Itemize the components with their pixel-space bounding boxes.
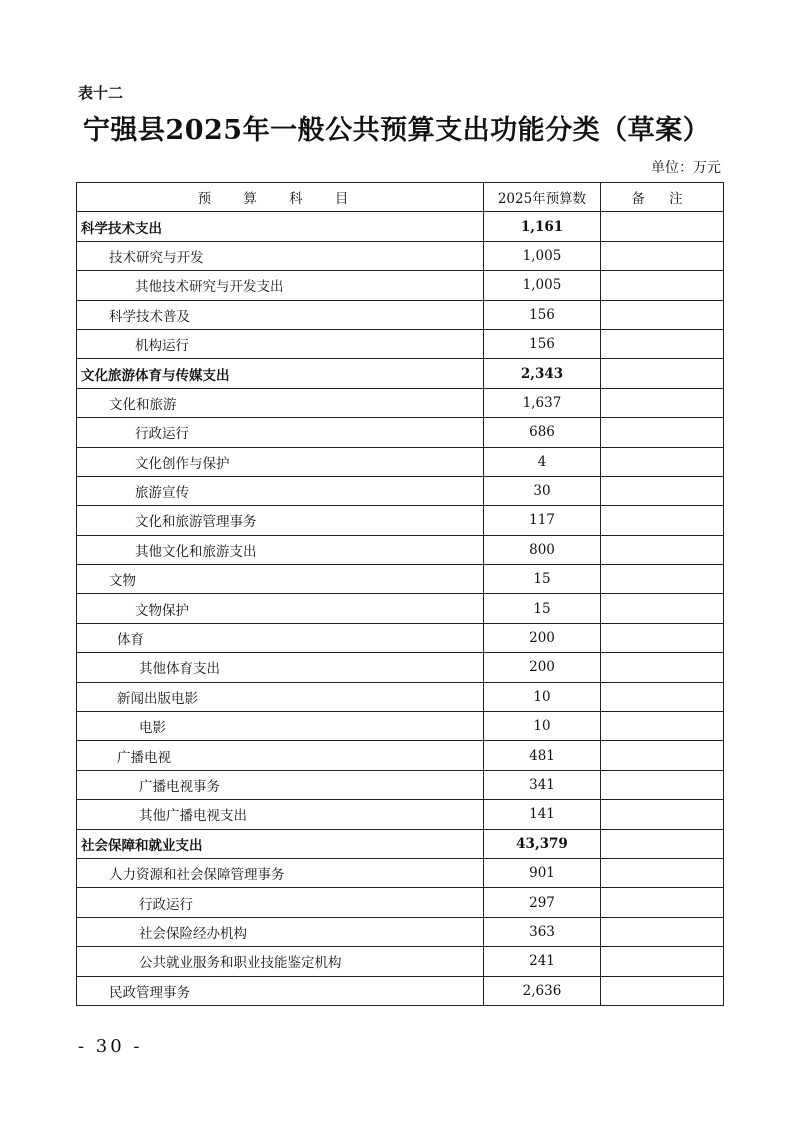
row-budget: 15 [484,594,601,623]
row-note [601,682,724,711]
row-note [601,947,724,976]
row-budget: 901 [484,858,601,887]
row-budget: 30 [484,476,601,505]
row-budget: 10 [484,712,601,741]
table-row [77,447,724,476]
row-budget: 341 [484,770,601,799]
row-note [601,623,724,652]
row-note [601,359,724,388]
table-row [77,388,724,417]
row-note [601,535,724,564]
row-subject: 文物 [77,565,484,594]
table-row [77,300,724,329]
row-budget: 156 [484,300,601,329]
row-note [601,800,724,829]
row-budget: 43,379 [484,829,601,858]
table-header-row [77,183,724,212]
row-subject: 社会保险经办机构 [77,917,484,946]
row-subject: 其他体育支出 [77,653,484,682]
row-budget: 686 [484,418,601,447]
row-budget: 15 [484,565,601,594]
row-subject: 行政运行 [77,888,484,917]
table-row [77,829,724,858]
row-note [601,770,724,799]
table-row [77,594,724,623]
column-header-note: 备 注 [601,183,724,212]
column-header-subject: 预 算 科 目 [77,183,484,212]
row-subject: 广播电视事务 [77,770,484,799]
row-budget: 800 [484,535,601,564]
row-budget: 10 [484,682,601,711]
table-row [77,271,724,300]
row-note [601,300,724,329]
row-budget: 1,005 [484,271,601,300]
table-row [77,741,724,770]
row-budget: 363 [484,917,601,946]
row-subject: 民政管理事务 [77,976,484,1005]
table-row [77,888,724,917]
budget-table [76,182,724,1006]
table-row [77,506,724,535]
table-row [77,976,724,1005]
row-subject: 其他技术研究与开发支出 [77,271,484,300]
row-note [601,888,724,917]
page-number: - 30 - [78,1036,143,1057]
table-row [77,947,724,976]
page-title: 宁强县2025年一般公共预算支出功能分类（草案） [82,115,711,146]
row-note [601,858,724,887]
row-subject: 公共就业服务和职业技能鉴定机构 [77,947,484,976]
row-subject: 其他文化和旅游支出 [77,535,484,564]
row-note [601,329,724,358]
table-row [77,712,724,741]
row-note [601,829,724,858]
row-subject: 科学技术普及 [77,300,484,329]
row-subject: 旅游宣传 [77,476,484,505]
table-row [77,858,724,887]
row-budget: 200 [484,623,601,652]
row-note [601,594,724,623]
table-row [77,241,724,270]
table-row [77,418,724,447]
row-subject: 文化旅游体育与传媒支出 [77,359,484,388]
row-subject: 电影 [77,712,484,741]
row-subject: 体育 [77,623,484,652]
table-row [77,653,724,682]
table-row [77,535,724,564]
row-note [601,506,724,535]
row-note [601,388,724,417]
table-row [77,800,724,829]
table-row [77,359,724,388]
row-subject: 社会保障和就业支出 [77,829,484,858]
table-row [77,565,724,594]
row-subject: 科学技术支出 [77,212,484,241]
row-note [601,976,724,1005]
row-subject: 广播电视 [77,741,484,770]
row-subject: 新闻出版电影 [77,682,484,711]
row-budget: 297 [484,888,601,917]
row-note [601,917,724,946]
row-budget: 4 [484,447,601,476]
row-budget: 141 [484,800,601,829]
row-note [601,476,724,505]
row-budget: 117 [484,506,601,535]
table-row [77,917,724,946]
row-note [601,241,724,270]
row-budget: 1,005 [484,241,601,270]
table-row [77,623,724,652]
row-subject: 机构运行 [77,329,484,358]
row-budget: 2,636 [484,976,601,1005]
row-note [601,741,724,770]
unit-label: 单位：万元 [651,160,721,176]
table-row [77,212,724,241]
table-number-label: 表十二 [78,84,124,102]
row-subject: 行政运行 [77,418,484,447]
row-note [601,712,724,741]
row-subject: 技术研究与开发 [77,241,484,270]
table-row [77,682,724,711]
table-row [77,329,724,358]
row-budget: 2,343 [484,359,601,388]
row-note [601,271,724,300]
table-row [77,476,724,505]
row-budget: 200 [484,653,601,682]
row-budget: 241 [484,947,601,976]
row-note [601,565,724,594]
row-subject: 文化创作与保护 [77,447,484,476]
row-note [601,212,724,241]
row-note [601,418,724,447]
row-note [601,653,724,682]
row-subject: 文物保护 [77,594,484,623]
column-header-budget: 2025年预算数 [484,183,601,212]
row-budget: 1,637 [484,388,601,417]
row-note [601,447,724,476]
table-row [77,770,724,799]
row-subject: 文化和旅游管理事务 [77,506,484,535]
row-budget: 1,161 [484,212,601,241]
row-subject: 文化和旅游 [77,388,484,417]
row-subject: 人力资源和社会保障管理事务 [77,858,484,887]
row-budget: 156 [484,329,601,358]
row-subject: 其他广播电视支出 [77,800,484,829]
row-budget: 481 [484,741,601,770]
